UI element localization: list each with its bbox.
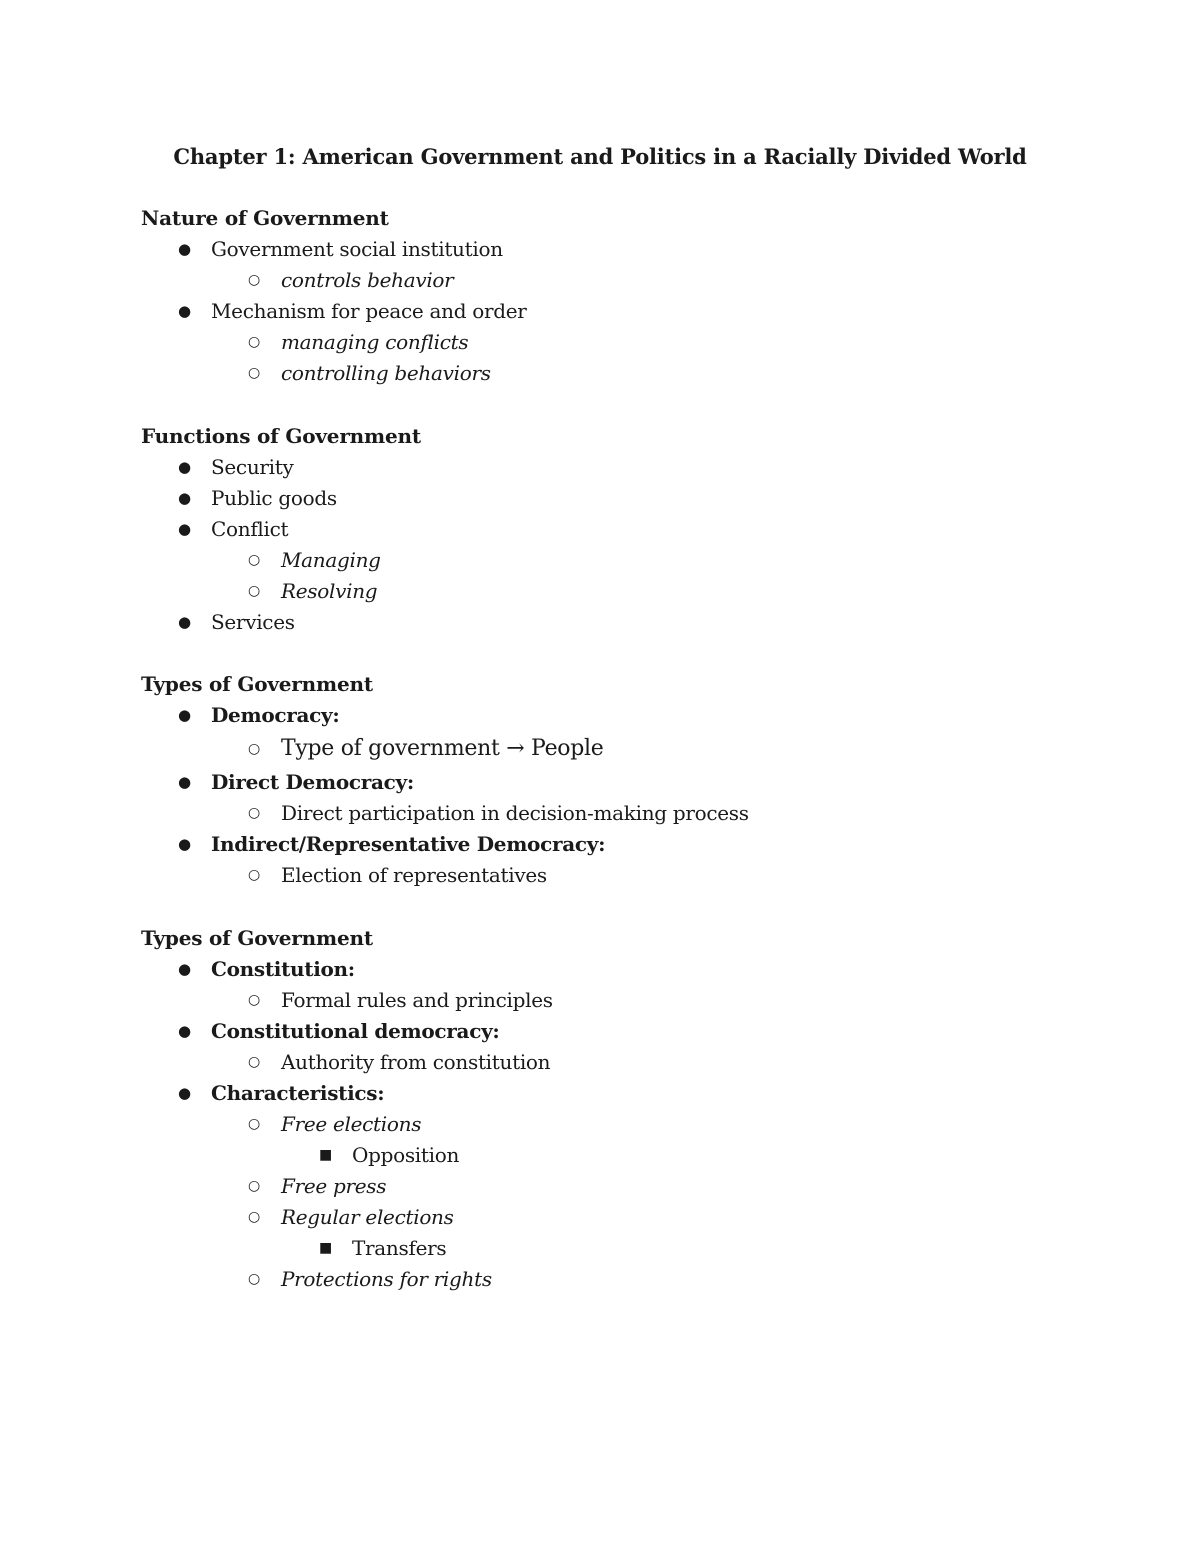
filled-bullet-icon: ● (178, 706, 191, 724)
filled-bullet-icon: ● (178, 1084, 191, 1102)
list-item: ○ managing conflicts (141, 327, 1141, 358)
list-item: ● Security (141, 452, 1141, 483)
hollow-bullet-icon: ○ (248, 867, 260, 883)
square-bullet-icon: ■ (319, 1147, 332, 1163)
list-item: ○ Regular elections (141, 1202, 1141, 1233)
list-item: ● Public goods (141, 483, 1141, 514)
section-heading: Functions of Government (141, 424, 421, 448)
hollow-bullet-icon: ○ (248, 1054, 260, 1070)
list-item: ○ Managing (141, 545, 1141, 576)
filled-bullet-icon: ● (178, 613, 191, 631)
list-item: ■ Opposition (141, 1140, 1141, 1171)
list-item: ● Indirect/Representative Democracy: (141, 829, 1141, 860)
hollow-bullet-icon: ○ (248, 583, 260, 599)
filled-bullet-icon: ● (178, 520, 191, 538)
hollow-bullet-icon: ○ (248, 552, 260, 568)
hollow-bullet-icon: ○ (248, 1116, 260, 1132)
filled-bullet-icon: ● (178, 489, 191, 507)
filled-bullet-icon: ● (178, 960, 191, 978)
hollow-bullet-icon: ○ (248, 334, 260, 350)
list-item: ○ controls behavior (141, 265, 1141, 296)
list-item: ○ Direct participation in decision-making process (141, 798, 1141, 829)
list-item: ○ Election of representatives (141, 860, 1141, 891)
list-item: ○ Resolving (141, 576, 1141, 607)
filled-bullet-icon: ● (178, 458, 191, 476)
list-item: ■ Transfers (141, 1233, 1141, 1264)
square-bullet-icon: ■ (319, 1240, 332, 1256)
list-item: ● Conflict (141, 514, 1141, 545)
list-item: ● Democracy: (141, 700, 1141, 731)
list-item: ○ Protections for rights (141, 1264, 1141, 1295)
list-item: ○ Authority from constitution (141, 1047, 1141, 1078)
hollow-bullet-icon: ○ (248, 1178, 260, 1194)
hollow-bullet-icon: ○ (248, 1271, 260, 1287)
list-item: ○ Free press (141, 1171, 1141, 1202)
list-item: ● Constitutional democracy: (141, 1016, 1141, 1047)
list-item: ● Mechanism for peace and order (141, 296, 1141, 327)
hollow-bullet-icon: ○ (248, 272, 260, 288)
filled-bullet-icon: ● (178, 1022, 191, 1040)
hollow-bullet-icon: ○ (248, 805, 260, 821)
section-heading: Types of Government (141, 672, 373, 696)
section-functions-of-government (141, 421, 1141, 638)
section-nature-of-government (141, 203, 1141, 389)
list-item: ○ controlling behaviors (141, 358, 1141, 389)
section-types-of-government-constitution (141, 923, 1141, 1295)
hollow-bullet-icon: ○ (248, 365, 260, 381)
list-item: ○ Formal rules and principles (141, 985, 1141, 1016)
filled-bullet-icon: ● (178, 240, 191, 258)
list-item: ● Constitution: (141, 954, 1141, 985)
list-item: ○ Type of government → People (141, 731, 1141, 767)
hollow-bullet-icon: ○ (248, 992, 260, 1008)
section-types-of-government (141, 669, 1141, 891)
filled-bullet-icon: ● (178, 835, 191, 853)
section-heading: Nature of Government (141, 206, 389, 230)
page-title: Chapter 1: American Government and Politics in a Racially Divided World (173, 144, 1027, 169)
list-item: ● Government social institution (141, 234, 1141, 265)
hollow-bullet-icon: ○ (248, 1209, 260, 1225)
filled-bullet-icon: ● (178, 302, 191, 320)
list-item: ○ Free elections (141, 1109, 1141, 1140)
filled-bullet-icon: ● (178, 773, 191, 791)
list-item: ● Direct Democracy: (141, 767, 1141, 798)
list-item: ● Services (141, 607, 1141, 638)
list-item: ● Characteristics: (141, 1078, 1141, 1109)
hollow-bullet-icon: ○ (248, 741, 260, 757)
section-heading: Types of Government (141, 926, 373, 950)
